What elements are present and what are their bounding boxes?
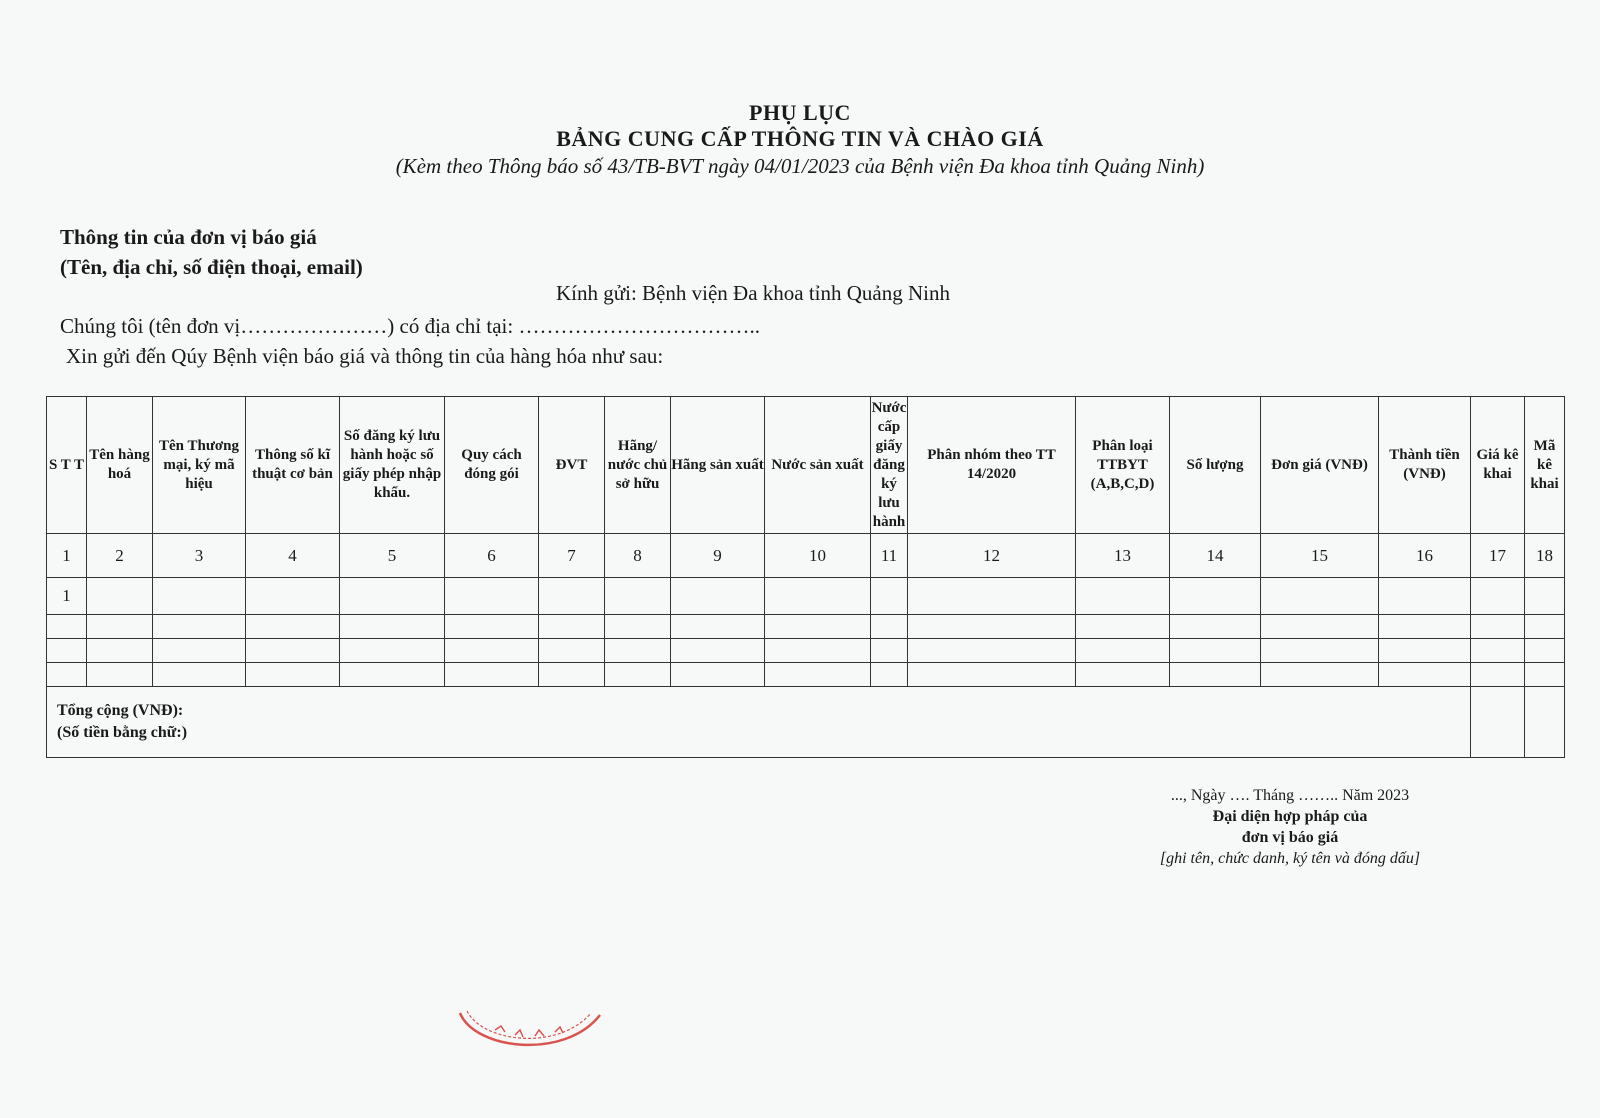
col-header: Phân loại TTBYT (A,B,C,D): [1076, 397, 1170, 534]
table-cell[interactable]: [765, 639, 871, 663]
table-row: [47, 578, 1565, 615]
table-cell[interactable]: [153, 639, 246, 663]
table-cell[interactable]: [908, 639, 1076, 663]
table-cell[interactable]: [47, 663, 87, 687]
table-cell[interactable]: [671, 663, 765, 687]
table-cell[interactable]: [445, 639, 539, 663]
intro-line1: Chúng tôi (tên đơn vị…………………) có địa chỉ tại: ……………………………..: [60, 314, 760, 338]
table-cell[interactable]: [153, 615, 246, 639]
total-words-label: (Số tiền bằng chữ:): [57, 724, 188, 741]
table-cell[interactable]: [340, 639, 445, 663]
table-cell[interactable]: [539, 615, 605, 639]
title-reference: (Kèm theo Thông báo số 43/TB-BVT ngày 04/01/2023 của Bệnh viện Đa khoa tỉnh Quảng Ninh): [395, 154, 1205, 178]
table-cell[interactable]: [1261, 639, 1379, 663]
table-cell[interactable]: [605, 578, 671, 615]
column-number: 2: [87, 534, 153, 578]
column-number-row: [47, 534, 1565, 578]
col-header: S T T: [47, 397, 87, 534]
total-amount-label: Tổng cộng (VNĐ):: [57, 702, 184, 719]
col-header: Đơn giá (VNĐ): [1261, 397, 1379, 534]
table-cell[interactable]: [1076, 615, 1170, 639]
column-number: 13: [1076, 534, 1170, 578]
table-cell[interactable]: [539, 639, 605, 663]
col-header: Phân nhóm theo TT 14/2020: [908, 397, 1076, 534]
table-cell[interactable]: [765, 663, 871, 687]
table-cell[interactable]: [671, 615, 765, 639]
table-row: [47, 639, 1565, 663]
table-cell[interactable]: [539, 578, 605, 615]
col-header: Tên Thương mại, ký mã hiệu: [153, 397, 246, 534]
column-number: 17: [1471, 534, 1525, 578]
column-number: 6: [445, 534, 539, 578]
table-cell[interactable]: [1379, 615, 1471, 639]
signature-title1: Đại diện hợp pháp của: [1212, 808, 1368, 825]
col-header: Thành tiền (VNĐ): [1379, 397, 1471, 534]
table-cell[interactable]: [153, 578, 246, 615]
table-cell[interactable]: [605, 615, 671, 639]
intro-line2: Xin gửi đến Qúy Bệnh viện báo giá và thông tin của hàng hóa như sau:: [66, 344, 664, 368]
signature-block: [1140, 785, 1440, 869]
table-cell[interactable]: [1471, 687, 1525, 758]
column-number: 16: [1379, 534, 1471, 578]
table-cell[interactable]: [765, 615, 871, 639]
table-cell[interactable]: [445, 615, 539, 639]
table-cell[interactable]: [1525, 687, 1565, 758]
table-cell[interactable]: [445, 663, 539, 687]
column-number: 8: [605, 534, 671, 578]
sender-line2: (Tên, địa chỉ, số điện thoại, email): [60, 255, 363, 279]
table-cell[interactable]: [671, 639, 765, 663]
table-cell[interactable]: [340, 578, 445, 615]
table-cell[interactable]: [1170, 639, 1261, 663]
table-cell[interactable]: [1525, 578, 1565, 615]
col-header: Giá kê khai: [1471, 397, 1525, 534]
col-header: ĐVT: [539, 397, 605, 534]
table-cell[interactable]: [1170, 578, 1261, 615]
table-cell[interactable]: [908, 578, 1076, 615]
col-header: Tên hàng hoá: [87, 397, 153, 534]
recipient-line: Kính gửi: Bệnh viện Đa khoa tỉnh Quảng Ninh: [556, 281, 950, 305]
column-number: 4: [246, 534, 340, 578]
table-cell[interactable]: [246, 639, 340, 663]
table-cell[interactable]: [1076, 639, 1170, 663]
column-number: 3: [153, 534, 246, 578]
sender-info: [60, 222, 363, 282]
stamp-fragment-icon: [455, 1005, 605, 1065]
table-cell[interactable]: [246, 615, 340, 639]
table-cell[interactable]: [340, 615, 445, 639]
column-number: 11: [871, 534, 908, 578]
column-number: 9: [671, 534, 765, 578]
col-header: Nước sản xuất: [765, 397, 871, 534]
row-stt: 1: [47, 578, 87, 615]
table-cell[interactable]: [340, 663, 445, 687]
table-cell[interactable]: [153, 663, 246, 687]
table-cell[interactable]: [765, 578, 871, 615]
table-cell[interactable]: [1471, 663, 1525, 687]
signature-title2: đơn vị báo giá: [1241, 829, 1339, 846]
total-row: [47, 687, 1565, 758]
sender-line1: Thông tin của đơn vị báo giá: [60, 225, 317, 249]
column-number: 5: [340, 534, 445, 578]
table-row: [47, 615, 1565, 639]
table-cell[interactable]: [47, 615, 87, 639]
table-cell[interactable]: [1261, 578, 1379, 615]
table-cell[interactable]: [871, 578, 908, 615]
table-cell[interactable]: [87, 639, 153, 663]
column-number: 7: [539, 534, 605, 578]
signature-note: [ghi tên, chức danh, ký tên và đóng dấu]: [1159, 850, 1421, 867]
col-header: Nước cấp giấy đăng ký lưu hành: [871, 397, 908, 534]
table-cell[interactable]: [1261, 663, 1379, 687]
document-title: [0, 100, 1600, 180]
table-cell[interactable]: [1379, 639, 1471, 663]
table-cell[interactable]: [87, 663, 153, 687]
table-cell[interactable]: [1525, 615, 1565, 639]
column-number: 14: [1170, 534, 1261, 578]
table-cell[interactable]: [871, 663, 908, 687]
table-cell[interactable]: [1471, 615, 1525, 639]
table-cell[interactable]: [1170, 615, 1261, 639]
table-cell[interactable]: [539, 663, 605, 687]
table-cell[interactable]: [605, 663, 671, 687]
table-cell[interactable]: [1076, 663, 1170, 687]
table-cell[interactable]: [1471, 639, 1525, 663]
table-cell[interactable]: [1379, 663, 1471, 687]
table-cell[interactable]: [47, 639, 87, 663]
table-cell[interactable]: [1379, 578, 1471, 615]
table-cell[interactable]: [445, 578, 539, 615]
table-cell[interactable]: [1170, 663, 1261, 687]
table-cell[interactable]: [1261, 615, 1379, 639]
table-cell[interactable]: [671, 578, 765, 615]
table-cell[interactable]: [1076, 578, 1170, 615]
table-cell[interactable]: [908, 663, 1076, 687]
col-header: Thông số kĩ thuật cơ bản: [246, 397, 340, 534]
table-cell[interactable]: [871, 615, 908, 639]
column-number: 10: [765, 534, 871, 578]
col-header: Số đăng ký lưu hành hoặc số giấy phép nhập khẩu.: [340, 397, 445, 534]
column-number: 15: [1261, 534, 1379, 578]
col-header: Quy cách đóng gói: [445, 397, 539, 534]
table-cell[interactable]: [246, 663, 340, 687]
column-number: 12: [908, 534, 1076, 578]
col-header: Mã kê khai: [1525, 397, 1565, 534]
table-cell[interactable]: [1525, 639, 1565, 663]
table-header-row: [47, 397, 1565, 534]
title-appendix: PHỤ LỤC: [749, 100, 851, 125]
table-row: [47, 663, 1565, 687]
table-cell[interactable]: [605, 639, 671, 663]
signature-date: ..., Ngày …. Tháng …….. Năm 2023: [1170, 787, 1410, 804]
quotation-table: [46, 396, 1565, 758]
table-cell[interactable]: [871, 639, 908, 663]
total-label: [47, 687, 1471, 758]
table-cell[interactable]: [87, 578, 153, 615]
table-cell[interactable]: [908, 615, 1076, 639]
table-cell[interactable]: [87, 615, 153, 639]
col-header: Hãng/ nước chủ sở hữu: [605, 397, 671, 534]
col-header: Hãng sản xuất: [671, 397, 765, 534]
title-main: BẢNG CUNG CẤP THÔNG TIN VÀ CHÀO GIÁ: [556, 126, 1044, 151]
column-number: 18: [1525, 534, 1565, 578]
table-cell[interactable]: [246, 578, 340, 615]
table-cell[interactable]: [1471, 578, 1525, 615]
column-number: 1: [47, 534, 87, 578]
table-cell[interactable]: [1525, 663, 1565, 687]
col-header: Số lượng: [1170, 397, 1261, 534]
